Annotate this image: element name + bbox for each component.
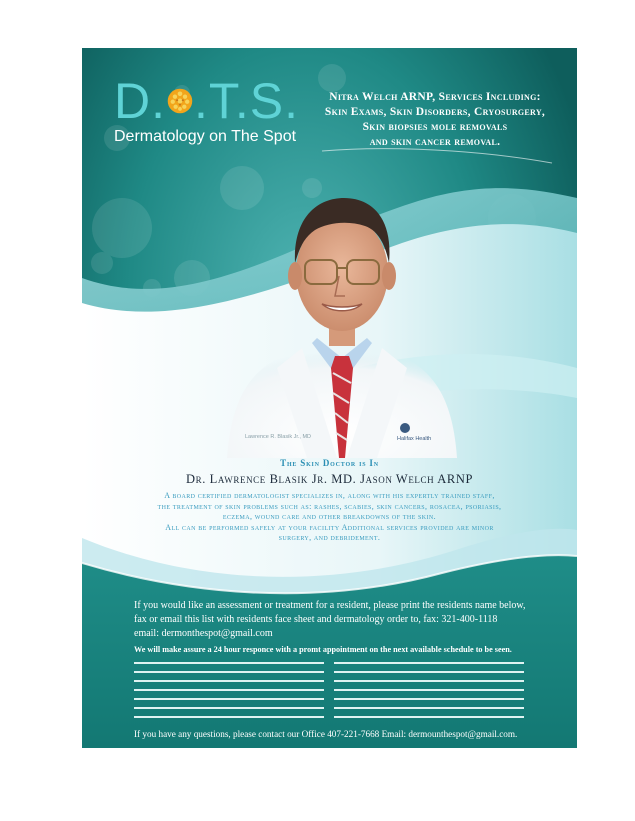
- services-list: [304, 90, 566, 150]
- resident-name-lines-right: [334, 662, 524, 725]
- orange-dots-icon: [167, 83, 193, 119]
- write-in-line: [134, 671, 324, 673]
- description-line: All can be performed safely at your facility Additional services provided are minor: [165, 522, 494, 532]
- write-in-line: [334, 680, 524, 682]
- description: [102, 491, 557, 544]
- write-in-line: [134, 680, 324, 682]
- write-in-line: [334, 671, 524, 673]
- contact-line: If you would like an assessment or treatment for a resident, please print the residents name below,: [134, 600, 526, 611]
- write-in-line: [334, 689, 524, 691]
- flyer: [82, 48, 577, 748]
- services-line: Skin biopsies mole removals: [362, 121, 508, 133]
- services-line: Skin Exams, Skin Disorders, Cryosurgery,: [324, 106, 546, 118]
- coat-name-text: Lawrence R. Blasik Jr., MD: [245, 434, 312, 440]
- doctor-names: Dr. Lawrence Blasik Jr. MD. Jason Welch ARNP: [185, 472, 474, 486]
- resident-name-lines-left: [134, 662, 324, 725]
- description-line: eczema, wound care and other breakdowns of the skin.: [222, 512, 437, 521]
- write-in-line: [334, 716, 524, 718]
- description-line: A board certified dermatologist specializes in, along with his expertly trained staff,: [164, 491, 495, 500]
- logo-letters-ts: .T.S.: [193, 73, 299, 129]
- description-line: surgery, and debridement.: [278, 533, 381, 542]
- services-line: Nitra Welch ARNP, Services Including:: [329, 91, 541, 103]
- contact-line: fax or email this list with residents face sheet and dermatology order to, fax: 321-400-1118: [134, 614, 498, 625]
- write-in-line: [134, 689, 324, 691]
- dots-logo: [114, 73, 299, 146]
- logo-tagline: Dermatology on The Spot: [114, 128, 297, 145]
- description-line: the treatment of skin problems such as: rashes, scabies, skin cancers, rosacea, psoriasis,: [157, 501, 502, 511]
- logo-letters-d: D.: [114, 73, 166, 129]
- write-in-line: [334, 707, 524, 709]
- coat-logo-text: Halifax Health: [397, 436, 432, 442]
- write-in-line: [334, 698, 524, 700]
- services-line: and skin cancer removal.: [369, 136, 501, 148]
- write-in-line: [134, 707, 324, 709]
- doctor-photo: [207, 168, 477, 458]
- skin-doctor-tagline: The Skin Doctor is In: [280, 458, 379, 468]
- coat-patch-icon: [400, 423, 410, 433]
- write-in-line: [134, 662, 324, 664]
- write-in-line: [134, 698, 324, 700]
- appointment-notice: We will make assure a 24 hour responce with a promt appointment on the next available schedule to be seen.: [134, 645, 512, 654]
- contact-email: email: dermonthespot@gmail.com: [134, 628, 273, 639]
- contact-instructions: [134, 599, 554, 657]
- write-in-line: [134, 716, 324, 718]
- write-in-line: [334, 662, 524, 664]
- footer-contact: If you have any questions, please contact our Office 407-221-7668 Email: dermounthespot@gmail.com.: [134, 729, 518, 739]
